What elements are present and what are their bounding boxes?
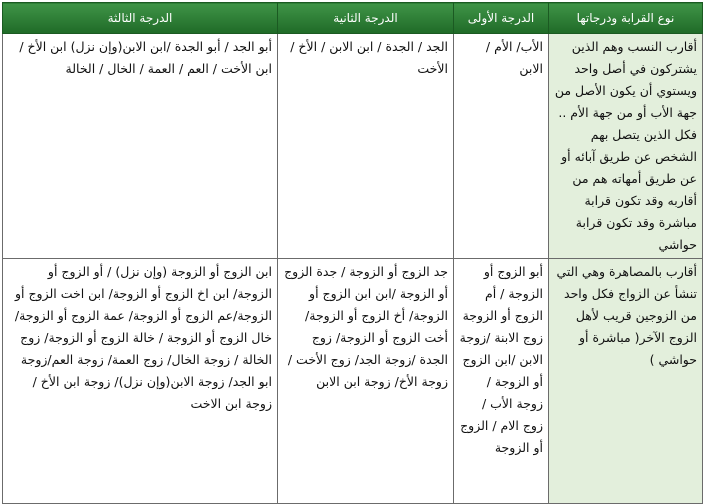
table-row	[3, 259, 703, 504]
header-second-degree: الدرجة الثانية	[278, 3, 454, 34]
header-kinship-type: نوع القرابة ودرجاتها	[549, 3, 703, 34]
cell-kinship-type: أقارب النسب وهم الذين يشتركون في أصل واحد ويستوي أن يكون الأصل من جهة الأب أو من جهة الأم .. فكل الذين يتصل بهم الشخص عن طريق آبائه أو عن طريق أمهاته هم من أقاربه وقد تكون قرابة مباشرة وقد تكون قرابة حواشي	[549, 34, 703, 259]
kinship-degrees-table	[2, 2, 703, 504]
header-first-degree: الدرجة الأولى	[454, 3, 549, 34]
cell-second-degree: جد الزوج أو الزوجة / جدة الزوج أو الزوجة /ابن ابن الزوج أو الزوجة/ أخ الزوج أو الزوجة/ أخت الزوج أو الزوجة/ زوج الجدة /زوجة الجد/ زوج الأخت / زوجة الأخ/ زوجة ابن الابن	[278, 259, 454, 504]
cell-third-degree: ابن الزوج أو الزوجة (وإن نزل) / أو الزوج أو الزوجة/ ابن اخ الزوج أو الزوجة/ ابن اخت الزوج أو الزوجة/عم الزوج أو الزوجة/ عمة الزوج أو الزوجة/ خال الزوج أو الزوجة / خالة الزوج أو الزوجة/ زوج الخالة / زوجة الخال/ زوج العمة/ زوجة العم/زوجة ابو الجد/ زوجة الابن(وإن نزل)/ زوجة ابن الأخ /زوجة ابن الاخت	[3, 259, 278, 504]
cell-kinship-type: أقارب بالمصاهرة وهي التي تنشأ عن الزواج فكل واحد من الزوجين قريب لأهل الزوج الآخر( مباشرة أو حواشي )	[549, 259, 703, 504]
cell-first-degree: الأب/ الأم / الابن	[454, 34, 549, 259]
header-third-degree: الدرجة الثالثة	[3, 3, 278, 34]
cell-first-degree: أبو الزوج أو الزوجة / أم الزوج أو الزوجة زوج الابنة /زوجة الابن /ابن الزوج أو الزوجة / زوجة الأب / زوج الام / الزوج أو الزوجة	[454, 259, 549, 504]
cell-second-degree: الجد / الجدة / ابن الابن / الأخ / الأخت	[278, 34, 454, 259]
header-row	[3, 3, 703, 34]
table-row	[3, 34, 703, 259]
cell-third-degree: أبو الجد / أبو الجدة /ابن الابن(وإن نزل) ابن الأخ /ابن الأخت / العم / العمة / الخال / الخالة	[3, 34, 278, 259]
